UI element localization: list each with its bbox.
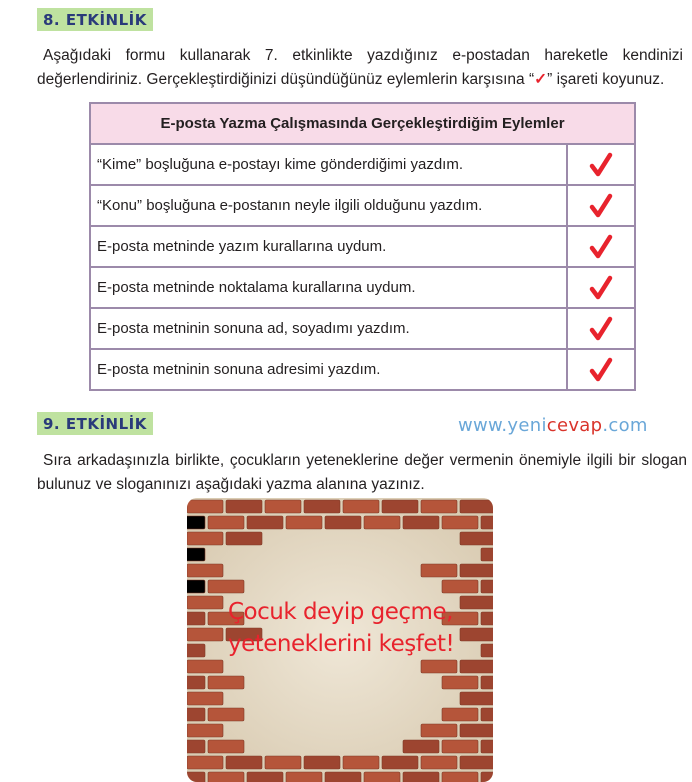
- brick: [481, 740, 493, 753]
- brick: [187, 548, 205, 561]
- brick: [442, 708, 478, 721]
- brick: [460, 724, 493, 737]
- brick: [226, 756, 262, 769]
- activity-9-badge: 9. ETKİNLİK: [37, 412, 153, 435]
- brick: [325, 772, 361, 782]
- brick: [187, 516, 205, 529]
- brick: [304, 500, 340, 513]
- table-header: E-posta Yazma Çalışmasında Gerçekleştirdiğim Eylemler: [91, 104, 634, 145]
- brick: [481, 516, 493, 529]
- check-cell[interactable]: [568, 145, 634, 184]
- brick: [286, 772, 322, 782]
- brick: [481, 676, 493, 689]
- brick: [187, 644, 205, 657]
- checkmark-icon: [589, 316, 613, 342]
- checkmark-icon: [589, 275, 613, 301]
- brick: [187, 676, 205, 689]
- brick: [187, 564, 223, 577]
- check-cell[interactable]: [568, 186, 634, 225]
- brick: [403, 516, 439, 529]
- brick: [343, 756, 379, 769]
- brick: [460, 500, 493, 513]
- brick: [421, 724, 457, 737]
- brick: [421, 660, 457, 673]
- brick: [187, 756, 223, 769]
- table-row: [91, 184, 634, 225]
- brick: [460, 692, 493, 705]
- brick: [382, 500, 418, 513]
- brick: [187, 532, 223, 545]
- brick: [481, 548, 493, 561]
- brick: [187, 708, 205, 721]
- brick: [460, 756, 493, 769]
- self-assessment-table: [89, 102, 636, 391]
- action-text: E-posta metninin sonuna ad, soyadımı yazdım.: [91, 309, 568, 348]
- brick: [364, 516, 400, 529]
- brick: [442, 676, 478, 689]
- table-row: [91, 307, 634, 348]
- checkmark-icon: [589, 234, 613, 260]
- activity-8-badge: 8. ETKİNLİK: [37, 8, 153, 31]
- brick: [403, 740, 439, 753]
- brick: [403, 772, 439, 782]
- action-text: E-posta metninin sonuna adresimi yazdım.: [91, 350, 568, 389]
- check-cell[interactable]: [568, 350, 634, 389]
- brick: [442, 772, 478, 782]
- inline-check-icon: ✓: [534, 71, 548, 88]
- table-row: [91, 266, 634, 307]
- slogan-text: [228, 596, 488, 660]
- brick: [247, 772, 283, 782]
- brick: [208, 516, 244, 529]
- action-text: “Kime” boşluğuna e-postayı kime gönderdiğimi yazdım.: [91, 145, 568, 184]
- activity-9-instruction: Sıra arkadaşınızla birlikte, çocukların yeteneklerine değer vermenin önemiyle ilgili bir slogan bulunuz ve sloganınızı aşağıdaki yazma alanına yazınız.: [37, 452, 687, 493]
- brick: [187, 580, 205, 593]
- brick: [208, 740, 244, 753]
- brick: [208, 580, 244, 593]
- brick: [187, 740, 205, 753]
- checkmark-icon: [589, 357, 613, 383]
- checkmark-icon: [589, 152, 613, 178]
- brick: [460, 564, 493, 577]
- brick: [286, 516, 322, 529]
- brick: [343, 500, 379, 513]
- check-cell[interactable]: [568, 268, 634, 307]
- brick: [187, 612, 205, 625]
- slogan-line-2: yeteneklerini keşfet!: [228, 631, 455, 657]
- action-text: E-posta metninde yazım kurallarına uydum.: [91, 227, 568, 266]
- brick: [442, 580, 478, 593]
- brick: [481, 772, 493, 782]
- brick: [325, 516, 361, 529]
- table-row: [91, 225, 634, 266]
- brick: [382, 756, 418, 769]
- brick: [187, 596, 223, 609]
- brick: [247, 516, 283, 529]
- brick: [421, 500, 457, 513]
- brick: [442, 740, 478, 753]
- brick: [187, 628, 223, 641]
- action-text: E-posta metninde noktalama kurallarına uydum.: [91, 268, 568, 307]
- brick: [187, 724, 223, 737]
- activity-8-instruction: Aşağıdaki formu kullanarak 7. etkinlikte yazdığınız e-postadan hareketle kendinizi değerlendiriniz. Gerçekleştirdiğinizi düşündüğünüz eylemlerin karşısına “✓” işareti koyunuz.: [37, 47, 683, 88]
- brick: [481, 580, 493, 593]
- table-row: [91, 145, 634, 184]
- brick: [265, 756, 301, 769]
- check-cell[interactable]: [568, 309, 634, 348]
- brick: [187, 772, 205, 782]
- brick: [421, 756, 457, 769]
- table-row: [91, 348, 634, 389]
- brick: [481, 708, 493, 721]
- checkmark-icon: [589, 193, 613, 219]
- brick: [421, 564, 457, 577]
- brick: [208, 676, 244, 689]
- brick: [460, 532, 493, 545]
- brick: [208, 772, 244, 782]
- brick: [208, 708, 244, 721]
- brick: [187, 500, 223, 513]
- brick: [226, 500, 262, 513]
- action-text: “Konu” boşluğuna e-postanın neyle ilgili olduğunu yazdım.: [91, 186, 568, 225]
- brick: [187, 660, 223, 673]
- brick: [364, 772, 400, 782]
- brick: [226, 532, 262, 545]
- site-watermark: www.yenicevap.com: [458, 415, 648, 436]
- brick: [442, 516, 478, 529]
- check-cell[interactable]: [568, 227, 634, 266]
- brick: [187, 692, 223, 705]
- brick: [460, 660, 493, 673]
- brick: [265, 500, 301, 513]
- slogan-line-1: Çocuk deyip geçme,: [228, 599, 453, 625]
- brick: [304, 756, 340, 769]
